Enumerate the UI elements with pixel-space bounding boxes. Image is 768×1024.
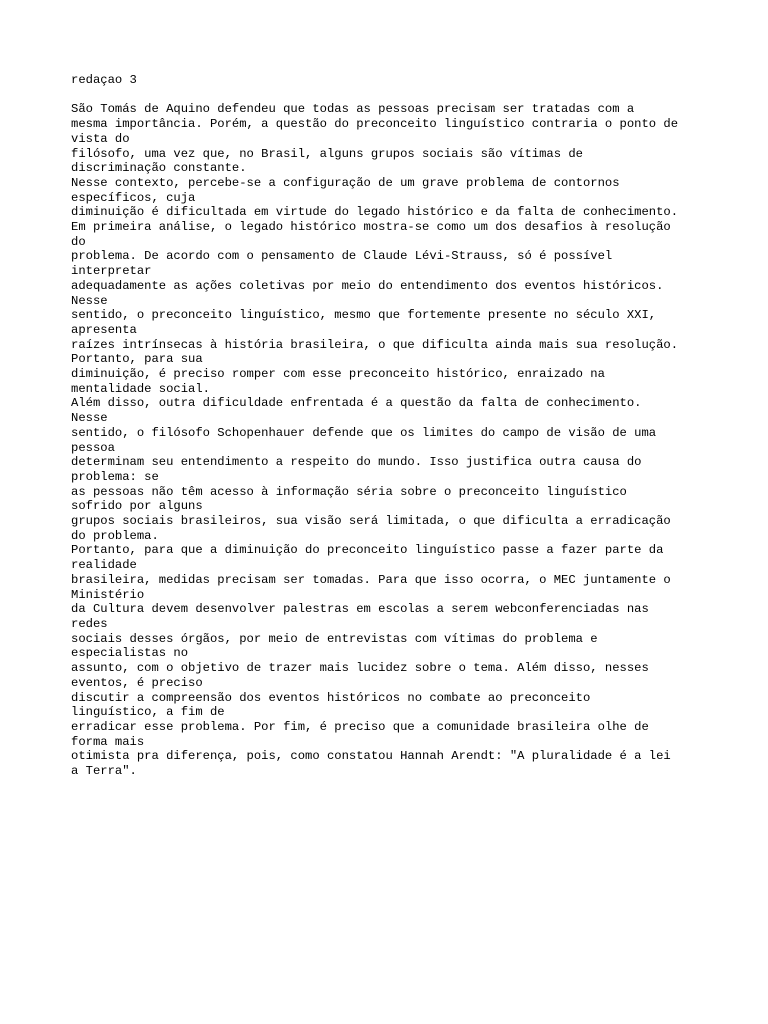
- document-page: [71, 73, 751, 779]
- text-line: problema. De acordo com o pensamento de Claude Lévi-Strauss, só é possível: [71, 249, 613, 264]
- text-line: otimista pra diferença, pois, como constatou Hannah Arendt: "A pluralidade é a lei: [71, 749, 671, 764]
- text-line: Nesse contexto, percebe-se a configuração de um grave problema de contornos: [71, 175, 620, 190]
- text-line: sentido, o filósofo Schopenhauer defende que os limites do campo de visão de uma: [71, 425, 657, 440]
- text-line: problema: se: [71, 469, 159, 484]
- text-line: da Cultura devem desenvolver palestras em escolas a serem webconferenciadas nas: [71, 602, 649, 617]
- text-line: a Terra".: [71, 764, 137, 779]
- text-line: Nesse: [71, 293, 108, 308]
- text-line: mesma importância. Porém, a questão do preconceito linguístico contraria o ponto de: [71, 117, 679, 132]
- text-line: do: [71, 234, 86, 249]
- text-line: filósofo, uma vez que, no Brasil, alguns grupos sociais são vítimas de: [71, 146, 583, 161]
- text-line: especialistas no: [71, 646, 189, 661]
- blank-line: [71, 88, 751, 103]
- document-title: redaçao 3: [71, 73, 137, 87]
- text-line: realidade: [71, 558, 137, 573]
- text-line: sentido, o preconceito linguístico, mesmo que fortemente presente no século XXI,: [71, 308, 657, 323]
- text-line: vista do: [71, 131, 130, 146]
- text-line: Ministério: [71, 587, 145, 602]
- text-line: adequadamente as ações coletivas por meio do entendimento dos eventos históricos.: [71, 278, 664, 293]
- text-line: erradicar esse problema. Por fim, é preciso que a comunidade brasileira olhe de: [71, 719, 649, 734]
- text-line: apresenta: [71, 322, 137, 337]
- text-line: determinam seu entendimento a respeito do mundo. Isso justifica outra causa do: [71, 455, 642, 470]
- text-line: redes: [71, 617, 108, 631]
- text-line: São Tomás de Aquino defendeu que todas as pessoas precisam ser tratadas com a: [71, 102, 635, 117]
- text-line: Em primeira análise, o legado histórico mostra-se como um dos desafios à resolução: [71, 220, 671, 235]
- text-line: as pessoas não têm acesso à informação séria sobre o preconceito linguístico: [71, 484, 627, 499]
- text-line: específicos, cuja: [71, 190, 196, 205]
- text-line: Portanto, para que a diminuição do preconceito linguístico passe a fazer parte da: [71, 543, 664, 558]
- text-line: diminuição, é preciso romper com esse preconceito histórico, enraizado na: [71, 367, 605, 382]
- text-line: Nesse: [71, 411, 108, 426]
- text-line: interpretar: [71, 264, 152, 279]
- text-line: grupos sociais brasileiros, sua visão será limitada, o que dificulta a erradicação: [71, 514, 671, 529]
- text-line: sofrido por alguns: [71, 499, 203, 514]
- text-line: mentalidade social.: [71, 381, 210, 396]
- text-line: brasileira, medidas precisam ser tomadas. Para que isso ocorra, o MEC juntamente o: [71, 572, 671, 587]
- document-body: [71, 102, 751, 778]
- text-line: Além disso, outra dificuldade enfrentada é a questão da falta de conhecimento.: [71, 396, 642, 411]
- text-line: pessoa: [71, 440, 115, 455]
- text-line: raízes intrínsecas à história brasileira, o que dificulta ainda mais sua resolução.: [71, 337, 679, 352]
- text-line: do problema.: [71, 528, 159, 543]
- text-line: discutir a compreensão dos eventos históricos no combate ao preconceito: [71, 690, 591, 705]
- text-line: Portanto, para sua: [71, 352, 203, 367]
- text-line: diminuição é dificultada em virtude do legado histórico e da falta de conhecimento.: [71, 205, 679, 220]
- text-line: sociais desses órgãos, por meio de entrevistas com vítimas do problema e: [71, 631, 598, 646]
- text-line: eventos, é preciso: [71, 675, 203, 690]
- text-line: discriminação constante.: [71, 161, 247, 176]
- text-line: assunto, com o objetivo de trazer mais lucidez sobre o tema. Além disso, nesses: [71, 661, 649, 676]
- text-line: linguístico, a fim de: [71, 705, 225, 720]
- text-line: forma mais: [71, 734, 145, 749]
